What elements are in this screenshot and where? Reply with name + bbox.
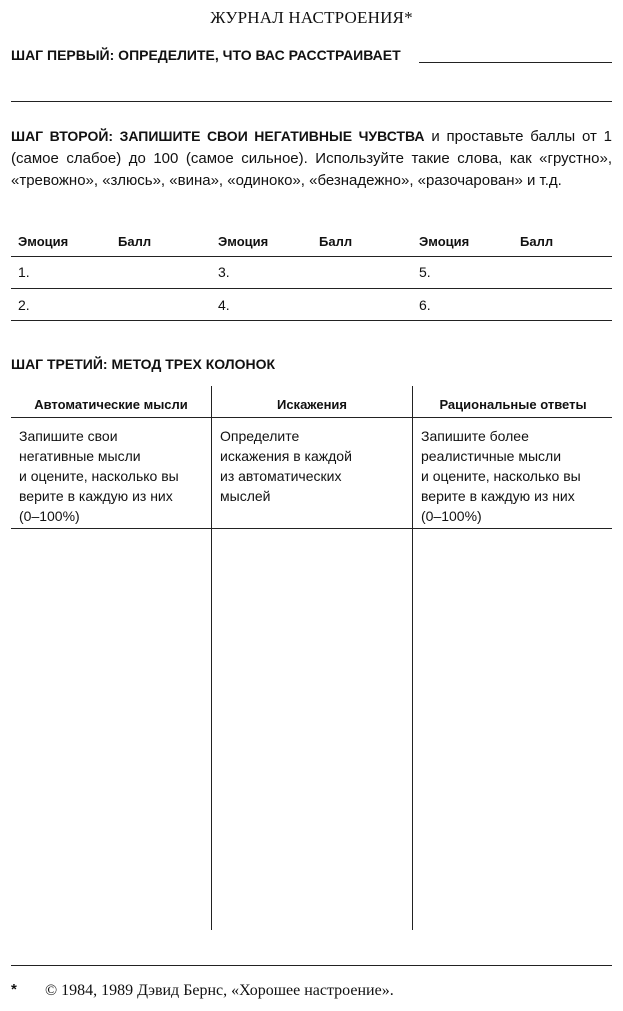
step2-text: и проставьте баллы от 1 (самое слабое) до 100 (самое сильное). Используйте такие слова, как «грустно», «тревожно», «злюсь», «вина», «одиноко», «безнадежно», «разочарован» и т.д. <box>11 128 612 189</box>
emotion-row-2-col-3[interactable]: 6. <box>419 297 431 313</box>
instruction-line: Запишите более <box>421 428 529 444</box>
emotion-row-1-col-2[interactable]: 3. <box>218 264 230 280</box>
column-instructions-automatic-thoughts <box>19 426 179 526</box>
instruction-line: негативные мысли <box>19 448 141 464</box>
emotion-row-2-col-2[interactable]: 4. <box>218 297 230 313</box>
instruction-line: Запишите свои <box>19 428 118 444</box>
column-header-automatic-thoughts: Автоматические мысли <box>34 397 188 412</box>
step1-label: ШАГ ПЕРВЫЙ: ОПРЕДЕЛИТЕ, ЧТО ВАС РАССТРАИВАЕТ <box>11 47 401 63</box>
emotion-header-1: Эмоция <box>18 234 69 249</box>
emotion-header-2: Эмоция <box>218 234 269 249</box>
instruction-line: и оцените, насколько вы <box>421 468 581 484</box>
instruction-line: мыслей <box>220 488 271 504</box>
instruction-line: (0–100%) <box>421 508 482 524</box>
score-header-3: Балл <box>520 234 554 249</box>
step1-fill-line-1[interactable] <box>419 62 612 63</box>
column-instructions-line <box>11 528 612 529</box>
instruction-line: верите в каждую из них <box>421 488 575 504</box>
emotion-table-line <box>11 256 612 257</box>
instruction-line: Определите <box>220 428 300 444</box>
emotion-table-line <box>11 320 612 321</box>
instruction-line: искажения в каждой <box>220 448 352 464</box>
footnote-mark: * <box>11 981 17 998</box>
instruction-line: из автоматических <box>220 468 342 484</box>
instruction-line: реалистичные мысли <box>421 448 562 464</box>
column-divider <box>211 386 212 930</box>
column-instructions-distortions <box>220 426 352 506</box>
score-header-2: Балл <box>319 234 353 249</box>
emotion-row-1-col-3[interactable]: 5. <box>419 264 431 280</box>
footnote-divider <box>11 965 612 966</box>
column-instructions-rational-responses <box>421 426 581 526</box>
emotion-table-line <box>11 288 612 289</box>
footnote-text: © 1984, 1989 Дэвид Бернс, «Хорошее настроение». <box>45 982 394 999</box>
emotion-row-1-col-1[interactable]: 1. <box>18 264 30 280</box>
emotion-header-3: Эмоция <box>419 234 470 249</box>
step2-paragraph <box>11 125 612 192</box>
column-header-distortions: Искажения <box>276 397 347 412</box>
column-header-rational-responses: Рациональные ответы <box>439 397 587 412</box>
emotion-row-2-col-1[interactable]: 2. <box>18 297 30 313</box>
step1-fill-line-2[interactable] <box>11 101 612 102</box>
score-header-1: Балл <box>118 234 152 249</box>
step2-label: ШАГ ВТОРОЙ: ЗАПИШИТЕ СВОИ НЕГАТИВНЫЕ ЧУВСТВА <box>11 128 425 144</box>
instruction-line: (0–100%) <box>19 508 80 524</box>
step3-label: ШАГ ТРЕТИЙ: МЕТОД ТРЕХ КОЛОНОК <box>11 356 276 372</box>
column-header-line <box>11 417 612 418</box>
column-divider <box>412 386 413 930</box>
instruction-line: верите в каждую из них <box>19 488 173 504</box>
page-title: ЖУРНАЛ НАСТРОЕНИЯ* <box>210 8 413 27</box>
instruction-line: и оцените, насколько вы <box>19 468 179 484</box>
